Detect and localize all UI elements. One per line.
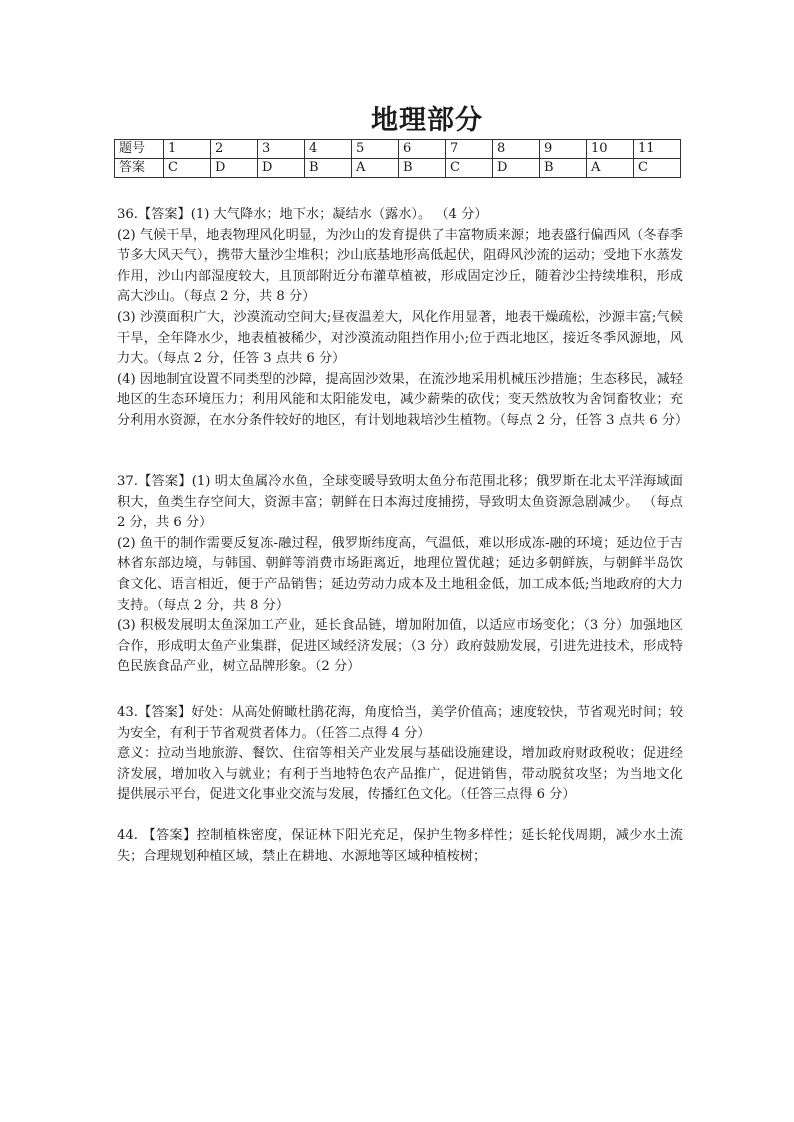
- answer-cell: B: [399, 159, 446, 178]
- answer-cell: A: [587, 159, 634, 178]
- number-cell: 2: [211, 140, 258, 159]
- number-cell: 1: [164, 140, 211, 159]
- number-cell: 9: [540, 140, 587, 159]
- q37-part2: (2) 鱼干的制作需要反复冻-融过程，俄罗斯纬度高，气温低，难以形成冻-融的环境；延边位于吉林省东部边境，与韩国、朝鲜等消费市场距离近，地理位置优越；延边多朝鲜族，与朝鲜半岛饮食文化、语言相近，便于产品销售；延边劳动力成本及土地租金低，加工成本低;当地政府的大力支持。（每点 2 分，共 8 分）: [117, 535, 683, 613]
- number-cell: 8: [493, 140, 540, 159]
- q36-part3: (3) 沙漠面积广大，沙漠流动空间大;昼夜温差大，风化作用显著，地表干燥疏松，沙源丰富;气候干旱，全年降水少，地表植被稀少，对沙漠流动阻挡作用小;位于西北地区，接近冬季风源地，风力大。（每点 2 分，任答 3 点共 6 分）: [117, 309, 683, 367]
- q44-part1: 44. 【答案】控制植株密度，保证林下阳光充足，保护生物多样性；延长轮伐周期，减少水土流失；合理规划种植区域，禁止在耕地、水源地等区域种植桉树；: [117, 828, 683, 864]
- answer-cell: B: [540, 159, 587, 178]
- answer-row: [115, 159, 681, 178]
- question-36-answer: [117, 205, 689, 432]
- answer-cell: C: [446, 159, 493, 178]
- q43-significance: 意义：拉动当地旅游、餐饮、住宿等相关产业发展与基础设施建设，增加政府财政税收；促进经济发展，增加收入与就业；有利于当地特色农产品推广，促进销售，带动脱贫攻坚；为当地文化提供展示平台，促进文化事业交流与发展，传播红色文化。（任答三点得 6 分）: [117, 746, 683, 803]
- q43-benefits: 43.【答案】好处：从高处俯瞰杜鹃花海，角度恰当，美学价值高；速度较快，节省观光时间；较为安全，有利于节省观赏者体力。（任答二点得 4 分）: [117, 705, 683, 741]
- q36-part4: (4) 因地制宜设置不同类型的沙障，提高固沙效果，在流沙地采用机械压沙措施；生态移民，减轻地区的生态环境压力；利用风能和太阳能发电，减少薪柴的砍伐；变天然放牧为舍饲畜牧业；充分利用水资源，在水分条件较好的地区，有计划地栽培沙生植物。（每点 2 分，任答 3 点共 6 分）: [117, 371, 689, 428]
- number-cell: 10: [587, 140, 634, 159]
- row-label-number: 题号: [115, 140, 164, 159]
- answer-cell: B: [305, 159, 352, 178]
- question-44-answer: [117, 826, 683, 867]
- answer-cell: D: [211, 159, 258, 178]
- question-37-answer: [117, 472, 683, 678]
- answer-cell: D: [493, 159, 540, 178]
- number-cell: 11: [634, 140, 681, 159]
- answer-cell: C: [634, 159, 681, 178]
- number-cell: 4: [305, 140, 352, 159]
- q36-part2: (2) 气候干旱，地表物理风化明显，为沙山的发育提供了丰富物质来源；地表盛行偏西风（冬春季节多大风天气），携带大量沙尘堆积；沙山底基地形高低起伏，阻碍风沙流的运动；受地下水蒸发作用，沙山内部湿度较大，且顶部附近分布灌草植被，形成固定沙丘，随着沙尘持续堆积，形成高大沙山。（每点 2 分，共 8 分）: [117, 227, 683, 305]
- page-title: 地理部分: [371, 105, 483, 136]
- answer-cell: D: [258, 159, 305, 178]
- number-cell: 6: [399, 140, 446, 159]
- answer-cell: A: [352, 159, 399, 178]
- number-row: [115, 140, 681, 159]
- answer-table: [114, 139, 681, 178]
- row-label-answer: 答案: [115, 159, 164, 178]
- number-cell: 7: [446, 140, 493, 159]
- answer-cell: C: [164, 159, 211, 178]
- q36-part1: 36.【答案】(1) 大气降水；地下水；凝结水（露水）。 （4 分）: [117, 207, 488, 222]
- q37-part3: (3) 积极发展明太鱼深加工产业，延长食品链，增加附加值，以适应市场变化；（3 分）加强地区合作，形成明太鱼产业集群，促进区域经济发展；（3 分）政府鼓励发展，引进先进技术，形成特色民族食品产业，树立品牌形象。（2 分）: [117, 618, 683, 675]
- q37-part1: 37.【答案】(1) 明太鱼属冷水鱼，全球变暖导致明太鱼分布范围北移；俄罗斯在北太平洋海域面积大，鱼类生存空间大，资源丰富；朝鲜在日本海过度捕捞，导致明太鱼资源急剧减少。 （每点 2 分，共 6 分）: [117, 474, 683, 531]
- question-43-answer: [117, 703, 683, 806]
- number-cell: 3: [258, 140, 305, 159]
- number-cell: 5: [352, 140, 399, 159]
